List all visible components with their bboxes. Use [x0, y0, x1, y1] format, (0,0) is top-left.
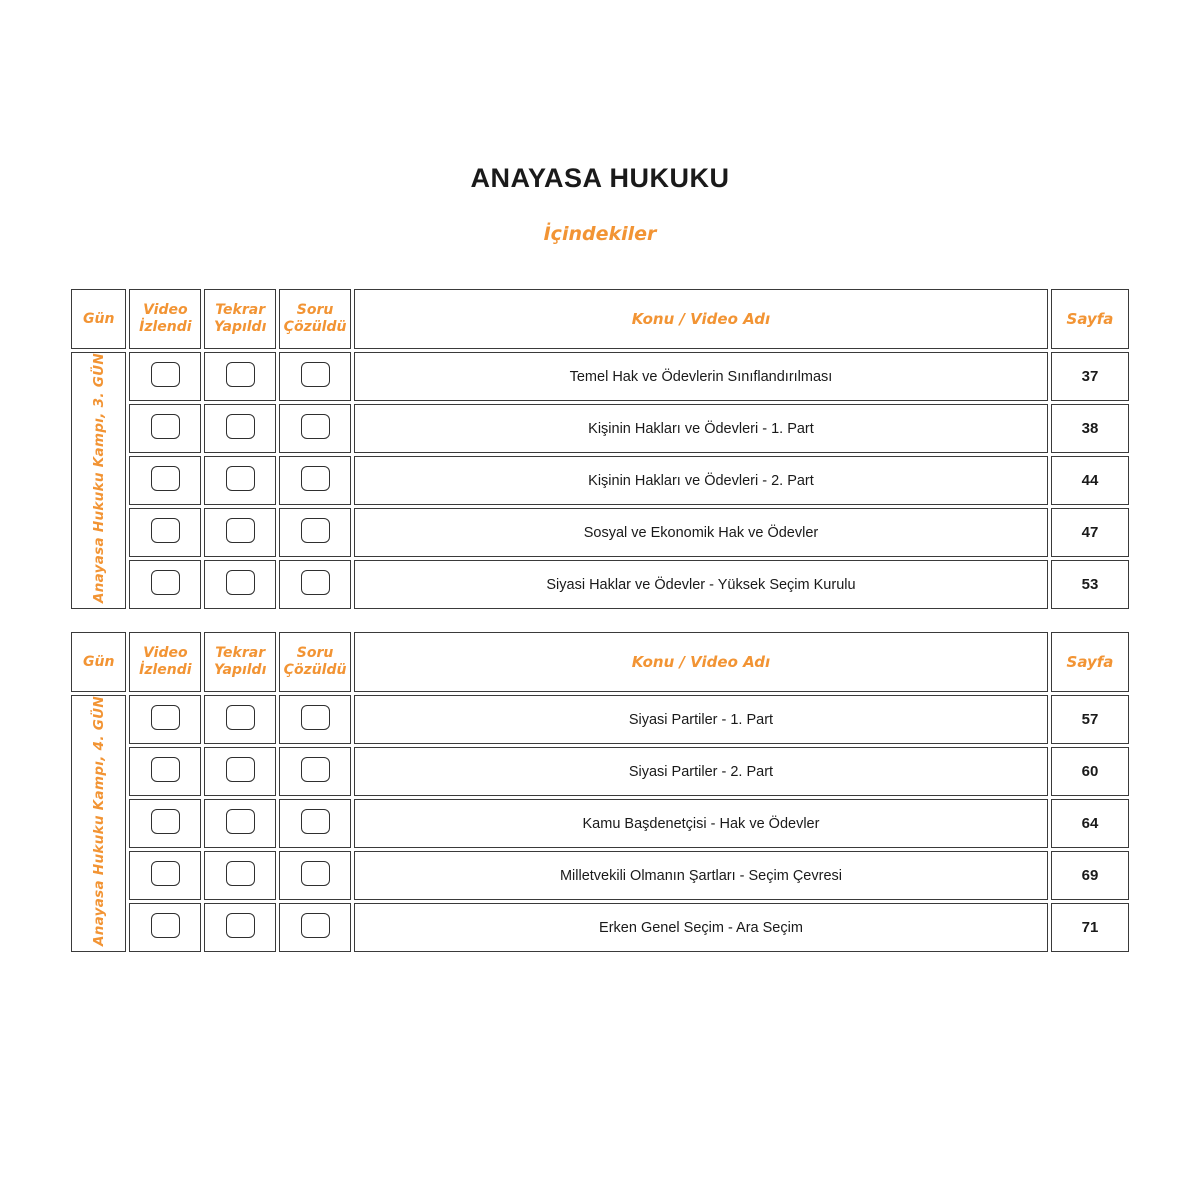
- page-number: 64: [1051, 799, 1129, 848]
- day-label: Anayasa Hukuku Kampı, 3. GÜN: [90, 353, 107, 604]
- video-watched-checkbox[interactable]: [151, 705, 180, 730]
- cell-video-watched[interactable]: [129, 747, 201, 796]
- cell-repeat-done[interactable]: [204, 851, 276, 900]
- questions-solved-checkbox[interactable]: [301, 414, 330, 439]
- header-day: Gün: [71, 632, 126, 692]
- cell-repeat-done[interactable]: [204, 799, 276, 848]
- page-number: 53: [1051, 560, 1129, 609]
- header-day: Gün: [71, 289, 126, 349]
- header-question-line1: Soru: [296, 302, 334, 319]
- cell-video-watched[interactable]: [129, 903, 201, 952]
- topic-title: Kişinin Hakları ve Ödevleri - 1. Part: [354, 404, 1048, 453]
- header-repeat-done: [204, 632, 276, 692]
- header-questions-solved: [279, 289, 351, 349]
- table-row: [71, 695, 1129, 744]
- header-repeat-line1: Tekrar: [215, 302, 266, 319]
- video-watched-checkbox[interactable]: [151, 861, 180, 886]
- repeat-done-checkbox[interactable]: [226, 757, 255, 782]
- cell-repeat-done[interactable]: [204, 456, 276, 505]
- header-repeat-done: [204, 289, 276, 349]
- questions-solved-checkbox[interactable]: [301, 705, 330, 730]
- header-video-line2: İzlendi: [139, 662, 192, 679]
- topic-title: Erken Genel Seçim - Ara Seçim: [354, 903, 1048, 952]
- cell-questions-solved[interactable]: [279, 799, 351, 848]
- repeat-done-checkbox[interactable]: [226, 913, 255, 938]
- cell-questions-solved[interactable]: [279, 456, 351, 505]
- cell-video-watched[interactable]: [129, 851, 201, 900]
- topic-title: Siyasi Partiler - 1. Part: [354, 695, 1048, 744]
- toc-table-day-4: [68, 629, 1132, 955]
- questions-solved-checkbox[interactable]: [301, 466, 330, 491]
- video-watched-checkbox[interactable]: [151, 757, 180, 782]
- topic-title: Kamu Başdenetçisi - Hak ve Ödevler: [354, 799, 1048, 848]
- page-number: 71: [1051, 903, 1129, 952]
- repeat-done-checkbox[interactable]: [226, 414, 255, 439]
- header-video-line2: İzlendi: [139, 319, 192, 335]
- video-watched-checkbox[interactable]: [151, 466, 180, 491]
- repeat-done-checkbox[interactable]: [226, 570, 255, 595]
- header-questions-solved: [279, 632, 351, 692]
- cell-repeat-done[interactable]: [204, 695, 276, 744]
- table-row: [71, 799, 1129, 848]
- header-video-line1: Video: [143, 302, 188, 319]
- table-row: [71, 747, 1129, 796]
- table-row: [71, 560, 1129, 609]
- video-watched-checkbox[interactable]: [151, 570, 180, 595]
- questions-solved-checkbox[interactable]: [301, 362, 330, 387]
- header-question-line2: Çözüldü: [283, 319, 347, 335]
- repeat-done-checkbox[interactable]: [226, 518, 255, 543]
- topic-title: Temel Hak ve Ödevlerin Sınıflandırılması: [354, 352, 1048, 401]
- cell-questions-solved[interactable]: [279, 695, 351, 744]
- table-header-row: [71, 632, 1129, 692]
- page-title: ANAYASA HUKUKU: [470, 163, 730, 193]
- header-repeat-line2: Yapıldı: [214, 662, 267, 679]
- cell-video-watched[interactable]: [129, 695, 201, 744]
- video-watched-checkbox[interactable]: [151, 913, 180, 938]
- table-header-row: [71, 289, 1129, 349]
- topic-title: Siyasi Haklar ve Ödevler - Yüksek Seçim Kurulu: [354, 560, 1048, 609]
- day-label: Anayasa Hukuku Kampı, 4. GÜN: [90, 696, 107, 947]
- tables-container: [0, 286, 1200, 955]
- cell-video-watched[interactable]: [129, 799, 201, 848]
- cell-video-watched[interactable]: [129, 456, 201, 505]
- cell-questions-solved[interactable]: [279, 508, 351, 557]
- video-watched-checkbox[interactable]: [151, 362, 180, 387]
- header-question-line1: Soru: [296, 645, 334, 662]
- cell-repeat-done[interactable]: [204, 508, 276, 557]
- header-repeat-line2: Yapıldı: [214, 319, 267, 335]
- topic-title: Kişinin Hakları ve Ödevleri - 2. Part: [354, 456, 1048, 505]
- cell-questions-solved[interactable]: [279, 903, 351, 952]
- page-number: 44: [1051, 456, 1129, 505]
- day-label-cell: [71, 695, 126, 952]
- day-label-cell: [71, 352, 126, 609]
- header-page: Sayfa: [1051, 632, 1129, 692]
- header-topic: Konu / Video Adı: [354, 289, 1048, 349]
- questions-solved-checkbox[interactable]: [301, 757, 330, 782]
- video-watched-checkbox[interactable]: [151, 809, 180, 834]
- cell-questions-solved[interactable]: [279, 560, 351, 609]
- page-number: 47: [1051, 508, 1129, 557]
- table-row: [71, 456, 1129, 505]
- header-question-line2: Çözüldü: [283, 662, 347, 679]
- header-repeat-line1: Tekrar: [215, 645, 266, 662]
- topic-title: Milletvekili Olmanın Şartları - Seçim Çevresi: [354, 851, 1048, 900]
- topic-title: Siyasi Partiler - 2. Part: [354, 747, 1048, 796]
- table-row: [71, 903, 1129, 952]
- cell-questions-solved[interactable]: [279, 747, 351, 796]
- cell-repeat-done[interactable]: [204, 404, 276, 453]
- video-watched-checkbox[interactable]: [151, 518, 180, 543]
- page-number: 60: [1051, 747, 1129, 796]
- table-row: [71, 352, 1129, 401]
- cell-repeat-done[interactable]: [204, 352, 276, 401]
- cell-video-watched[interactable]: [129, 404, 201, 453]
- header-video-line1: Video: [143, 645, 188, 662]
- questions-solved-checkbox[interactable]: [301, 913, 330, 938]
- page-number: 69: [1051, 851, 1129, 900]
- table-row: [71, 508, 1129, 557]
- repeat-done-checkbox[interactable]: [226, 466, 255, 491]
- video-watched-checkbox[interactable]: [151, 414, 180, 439]
- table-row: [71, 851, 1129, 900]
- questions-solved-checkbox[interactable]: [301, 861, 330, 886]
- repeat-done-checkbox[interactable]: [226, 705, 255, 730]
- cell-video-watched[interactable]: [129, 508, 201, 557]
- cell-repeat-done[interactable]: [204, 560, 276, 609]
- page-number: 38: [1051, 404, 1129, 453]
- repeat-done-checkbox[interactable]: [226, 861, 255, 886]
- cell-repeat-done[interactable]: [204, 747, 276, 796]
- questions-solved-checkbox[interactable]: [301, 570, 330, 595]
- cell-questions-solved[interactable]: [279, 851, 351, 900]
- header-page: Sayfa: [1051, 289, 1129, 349]
- repeat-done-checkbox[interactable]: [226, 362, 255, 387]
- table-row: [71, 404, 1129, 453]
- page-number: 37: [1051, 352, 1129, 401]
- page-number: 57: [1051, 695, 1129, 744]
- header-video-watched: [129, 632, 201, 692]
- header-topic: Konu / Video Adı: [354, 632, 1048, 692]
- cell-questions-solved[interactable]: [279, 352, 351, 401]
- page-subtitle: İçindekiler: [543, 223, 657, 245]
- questions-solved-checkbox[interactable]: [301, 809, 330, 834]
- cell-questions-solved[interactable]: [279, 404, 351, 453]
- header-video-watched: [129, 289, 201, 349]
- repeat-done-checkbox[interactable]: [226, 809, 255, 834]
- toc-table-day-3: [68, 286, 1132, 612]
- cell-video-watched[interactable]: [129, 560, 201, 609]
- topic-title: Sosyal ve Ekonomik Hak ve Ödevler: [354, 508, 1048, 557]
- questions-solved-checkbox[interactable]: [301, 518, 330, 543]
- cell-repeat-done[interactable]: [204, 903, 276, 952]
- cell-video-watched[interactable]: [129, 352, 201, 401]
